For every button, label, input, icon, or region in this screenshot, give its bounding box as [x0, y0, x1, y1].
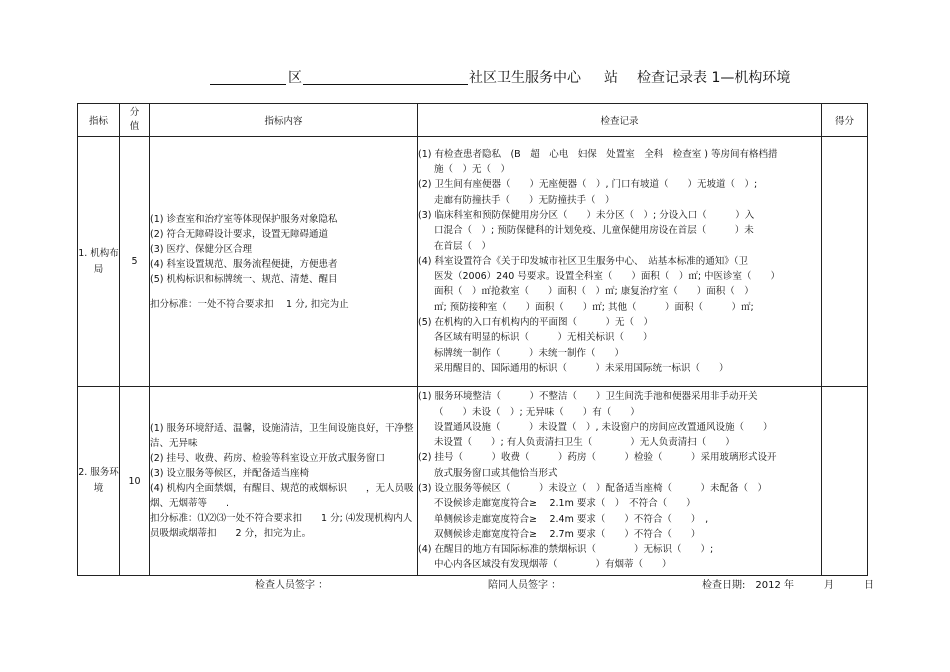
record-line: (1) 服务环境整洁（ ）不整洁（ ）卫生间洗手池和便器采用非手动开关	[418, 391, 758, 403]
record-line: (3) 设立服务等候区（ ）未设立（ ）配备适当座椅（ ）未配备（ ）	[418, 483, 767, 494]
header-earned: 得分	[822, 104, 868, 137]
center-blank	[303, 84, 468, 85]
record-line: 各区域有明显的标识（ ）无相关标识（ ）	[434, 332, 653, 344]
row1-score: 5	[120, 137, 150, 387]
record-line: 单侧候诊走廊宽度符合≥ 2.4m 要求（ ）不符合（ ） ,	[434, 513, 709, 525]
inspection-date: 检查日期: 2012 年 月 日	[702, 580, 874, 591]
record-line: 采用醒目的、国际通用的标识（ ）未采用国际统一标识（ ）	[434, 362, 729, 374]
row2-record	[418, 387, 822, 576]
record-line: (2) 卫生间有座便器（ ）无座便器（ ）, 门口有坡道（ ）无坡道（ ）;	[418, 179, 758, 191]
record-line: 未设置（ ）; 有人负责清扫卫生（ ）无人负责清扫（ ）	[434, 437, 735, 449]
record-line: （ ）未设（ ）; 无异味（ ）有（ ）	[434, 406, 640, 418]
content-item: (3) 设立服务等候区，并配备适当座椅	[150, 468, 309, 479]
title-form: 检查记录表 1—机构环境	[637, 70, 791, 86]
row2-score: 10	[120, 387, 150, 576]
content-item: (1) 诊查室和治疗室等体现保护服务对象隐私	[150, 213, 338, 225]
table-row	[78, 137, 868, 387]
record-line: 设置通风设施（ ）未设置（ ）, 未设窗户的房间应改置通风设施（ ）	[434, 421, 773, 433]
content-item: (3) 医疗、保健分区合理	[150, 243, 252, 255]
content-item: (5) 机构标识和标牌统一、规范、清楚、醒目	[150, 273, 338, 285]
title-district: 区	[288, 70, 302, 86]
record-line: 面积（ ）㎡抢救室（ ）面积（ ）㎡; 康复治疗室（ ）面积（ ）	[434, 286, 754, 298]
record-line: (2) 挂号（ ）收费（ ）药房（ ）检验（ ）采用玻璃形式设开	[418, 452, 777, 464]
record-line: 放式服务窗口或其他恰当形式	[434, 467, 558, 479]
content-item: (4) 科室设置规范、服务流程便捷，方便患者	[150, 258, 338, 270]
row2-earned-cell[interactable]	[822, 387, 868, 576]
deduction-rule: 扣分标准：⑴⑵⑶一处不符合要求扣 1 分; ⑷发现机构内人员吸烟或烟蒂扣 2 分，扣完为止。	[150, 513, 413, 539]
record-line: 标牌统一制作（ ）未统一制作（ ）	[434, 347, 625, 359]
deduction-rule: 扣分标准：一处不符合要求扣 1 分, 扣完为止	[150, 298, 349, 310]
record-line: 在首层（ ）	[434, 240, 492, 252]
record-line: (1) 有检查患者隐私 (B 超 心电 妇保 处置室 全科 检查室 ) 等房间有格档措	[418, 148, 778, 160]
page-title	[0, 68, 950, 88]
record-line: 不设候诊走廊宽度符合≥ 2.1m 要求（ ） 不符合（ ）	[434, 498, 696, 510]
record-line: 双侧候诊走廊宽度符合≥ 2.7m 要求（ ）不符合（ ）	[434, 528, 701, 540]
record-line: 医发（2006）240 号要求。设置全科室（ ）面积（ ）㎡; 中医诊室（ ）	[434, 271, 781, 283]
content-item: (2) 挂号、收费、药房、检验等科室设立开放式服务窗口	[150, 453, 385, 464]
header-score-value: 分值	[120, 104, 150, 137]
record-line: (4) 在醒目的地方有国际标准的禁烟标识（ ）无标识（ ）;	[418, 544, 714, 556]
record-line: 施（ ）无（ ）	[434, 164, 511, 176]
content-item: (4) 机构内全面禁烟，有醒目、规范的戒烟标识 ，无人员吸烟、无烟蒂等 .	[150, 483, 414, 509]
district-blank	[210, 84, 286, 85]
record-line: 走廊有防撞扶手（ ）无防撞扶手（ ）	[434, 194, 615, 206]
row1-content	[150, 137, 418, 387]
record-line: 中心内各区域没有发现烟蒂（ ）有烟蒂（ ）	[434, 559, 672, 571]
record-line: (4) 科室设置符合《关于印发城市社区卫生服务中心、 站基本标准的通知》（卫	[418, 255, 748, 267]
row1-indicator: 1. 机构布局	[78, 137, 120, 387]
table-header-row	[78, 104, 868, 137]
table-row	[78, 387, 868, 576]
row1-record	[418, 137, 822, 387]
row2-indicator: 2. 服务环境	[78, 387, 120, 576]
record-line: (5) 在机构的入口有机构内的平面图（ ）无（ ）	[418, 317, 653, 329]
header-content: 指标内容	[150, 104, 418, 137]
row2-content	[150, 387, 418, 576]
row1-earned-cell[interactable]	[822, 137, 868, 387]
content-item: (2) 符合无障碍设计要求，设置无障碍通道	[150, 228, 328, 240]
record-line: (3) 临床科室和预防保健用房分区（ ）未分区（ ）; 分设入口（ ）入	[418, 209, 755, 221]
title-center: 社区卫生服务中心	[469, 70, 581, 86]
title-station: 站	[604, 70, 618, 86]
escort-signature: 陪同人员签字 ：	[488, 580, 562, 591]
record-line: ㎡; 预防接种室（ ）面积（ ）㎡; 其他（ ）面积（ ）㎡;	[434, 301, 754, 313]
header-record: 检查记录	[418, 104, 822, 137]
record-line: 口混合（ ）; 预防保健科的计划免疫、儿童保健用房设在首层（ ）未	[434, 225, 754, 237]
content-item: (1) 服务环境舒适、温馨，设施清洁，卫生间设施良好，干净整洁、无异味	[150, 423, 414, 449]
inspector-signature: 检查人员签字 ：	[255, 580, 329, 591]
inspection-table	[77, 103, 868, 576]
header-indicator: 指标	[78, 104, 120, 137]
